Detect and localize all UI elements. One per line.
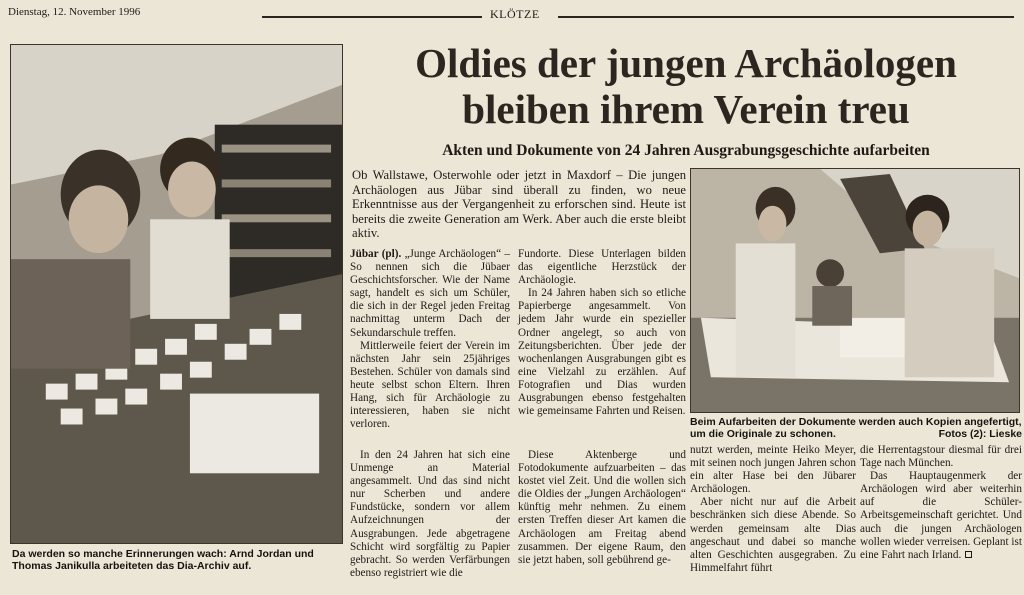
column-5-paragraph-1: nutzt werden, meinte Heiko Meyer, mit seinen noch jungen Jahren schon ein alter Hase bei den Jübarer Archäologen. bbox=[690, 444, 856, 496]
column-6-paragraph-1: die Herrentagstour diesmal für drei Tage nach München. bbox=[860, 444, 1022, 470]
column-2-paragraph-2: In 24 Jahren haben sich so etliche Papierberge angesammelt. Von jedem Jahr wurde ein spezieller Ordner angelegt, so auch von Zeitungsberichten. Über jede der wochenlangen Ausgrabungen gibt es eine Vielzahl zu erzählen. Auf Fotografien und Dias wurden Ausgrabungen ebenso festgehalten wie gemeinsame Fahrten und Reisen. bbox=[518, 287, 686, 418]
lead-paragraph: Ob Wallstawe, Osterwohle oder jetzt in Maxdorf – Die jungen Archäologen aus Jübar sind überall zu finden, wo neue Erkenntnisse aus der Vergangenheit zu erforschen sind. Heute ist bereits die zweite Generation am Werk. Aber auch die erste bleibt aktiv. bbox=[352, 168, 686, 241]
column-6-paragraph-2 bbox=[860, 470, 1022, 562]
header-rule-left bbox=[262, 16, 482, 18]
article-column-6 bbox=[860, 444, 1022, 562]
column-6-paragraph-2-text: Das Hauptaugenmerk der Archäologen wird aber weiterhin auf die Schüler-Arbeitsgemeinschaft gerichtet. Und auch die jungen Archäologen wollen wieder verreisen. Geplant ist eine Fahrt nach Irland. bbox=[860, 470, 1022, 561]
end-of-article-mark bbox=[965, 551, 972, 558]
article-column-2 bbox=[518, 248, 686, 418]
photo2-caption bbox=[690, 416, 1022, 440]
photo-document-copies bbox=[690, 168, 1020, 413]
column-3-paragraph-1: In den 24 Jahren hat sich eine Unmenge an Material angesammelt. Und das sind nicht nur Scherben und andere Fundstücke, sondern vor allem Aufzeichnungen der Ausgrabungen. Jede abgetragene Schicht wird sorgfältig zu Papier gebracht. So werden Verfärbungen ebenso registriert wie die bbox=[350, 449, 510, 579]
article-column-4 bbox=[518, 449, 686, 567]
headline bbox=[352, 40, 1020, 132]
photo1-caption: Da werden so manche Erinnerungen wach: Arnd Jordan und Thomas Janikulla arbeiteten das Dia-Archiv auf. bbox=[12, 548, 314, 572]
column-1-paragraph-2: Mittlerweile feiert der Verein im nächsten Jahr sein 25jähriges Bestehen. Schüler von damals sind heute selbst schon Eltern. Ihren Hang, sich für Archäologie zu interessieren, haben sie nicht verloren. bbox=[350, 339, 510, 431]
column-5-paragraph-2: Aber nicht nur auf die Arbeit beschränken sich diese Abende. So werden gemeinsam alte Dias angeschaut und dabei so manche alten Geschichten ausgegraben. Zu Himmelfahrt führt bbox=[690, 496, 856, 574]
dateline: Jübar (pl). bbox=[350, 248, 402, 260]
subheadline: Akten und Dokumente von 24 Jahren Ausgrabungsgeschichte aufarbeiten bbox=[442, 142, 930, 159]
column-2-paragraph-1: Fundorte. Diese Unterlagen bilden das eigentliche Herzstück der Archäologie. bbox=[518, 248, 686, 287]
headline-line-1: Oldies der jungen Archäologen bbox=[415, 40, 957, 86]
issue-date: Dienstag, 12. November 1996 bbox=[8, 6, 141, 18]
photo-slide-archive bbox=[10, 44, 343, 544]
article-column-1 bbox=[350, 248, 510, 431]
section-name: KLÖTZE bbox=[490, 7, 540, 21]
column-4-paragraph-1: Diese Aktenberge und Fotodokumente aufzuarbeiten – das kostet viel Zeit. Und die wollen sich die Oldies der „Jungen Archäologen“ künftig mehr nehmen. Zu einem ersten Treffen dieser Art kamen die Archäologen am Freitag abend zusammen. Der eigene Raum, den sie jetzt haben, soll gebührend ge- bbox=[518, 449, 686, 566]
page-header bbox=[6, 4, 1018, 26]
column-1-paragraph-1: „Junge Archäologen“ – So nennen sich die Jübaer Geschichtsforscher. Wie der Name sagt, handelt es sich um Schüler, die sich in der Regel jeden Freitag nachmittag unterm Dach der Sekundarschule treffen. bbox=[350, 248, 510, 339]
article-column-5 bbox=[690, 444, 856, 575]
photo2-caption-text: Beim Aufarbeiten der Dokumente werden auch Kopien angefertigt, um die Originale zu schonen. bbox=[690, 416, 1022, 440]
photo-credit: Fotos (2): Lieske bbox=[938, 428, 1022, 440]
header-rule-right bbox=[558, 16, 1014, 18]
headline-line-2: bleiben ihrem Verein treu bbox=[462, 86, 910, 132]
article-column-3 bbox=[350, 449, 510, 580]
